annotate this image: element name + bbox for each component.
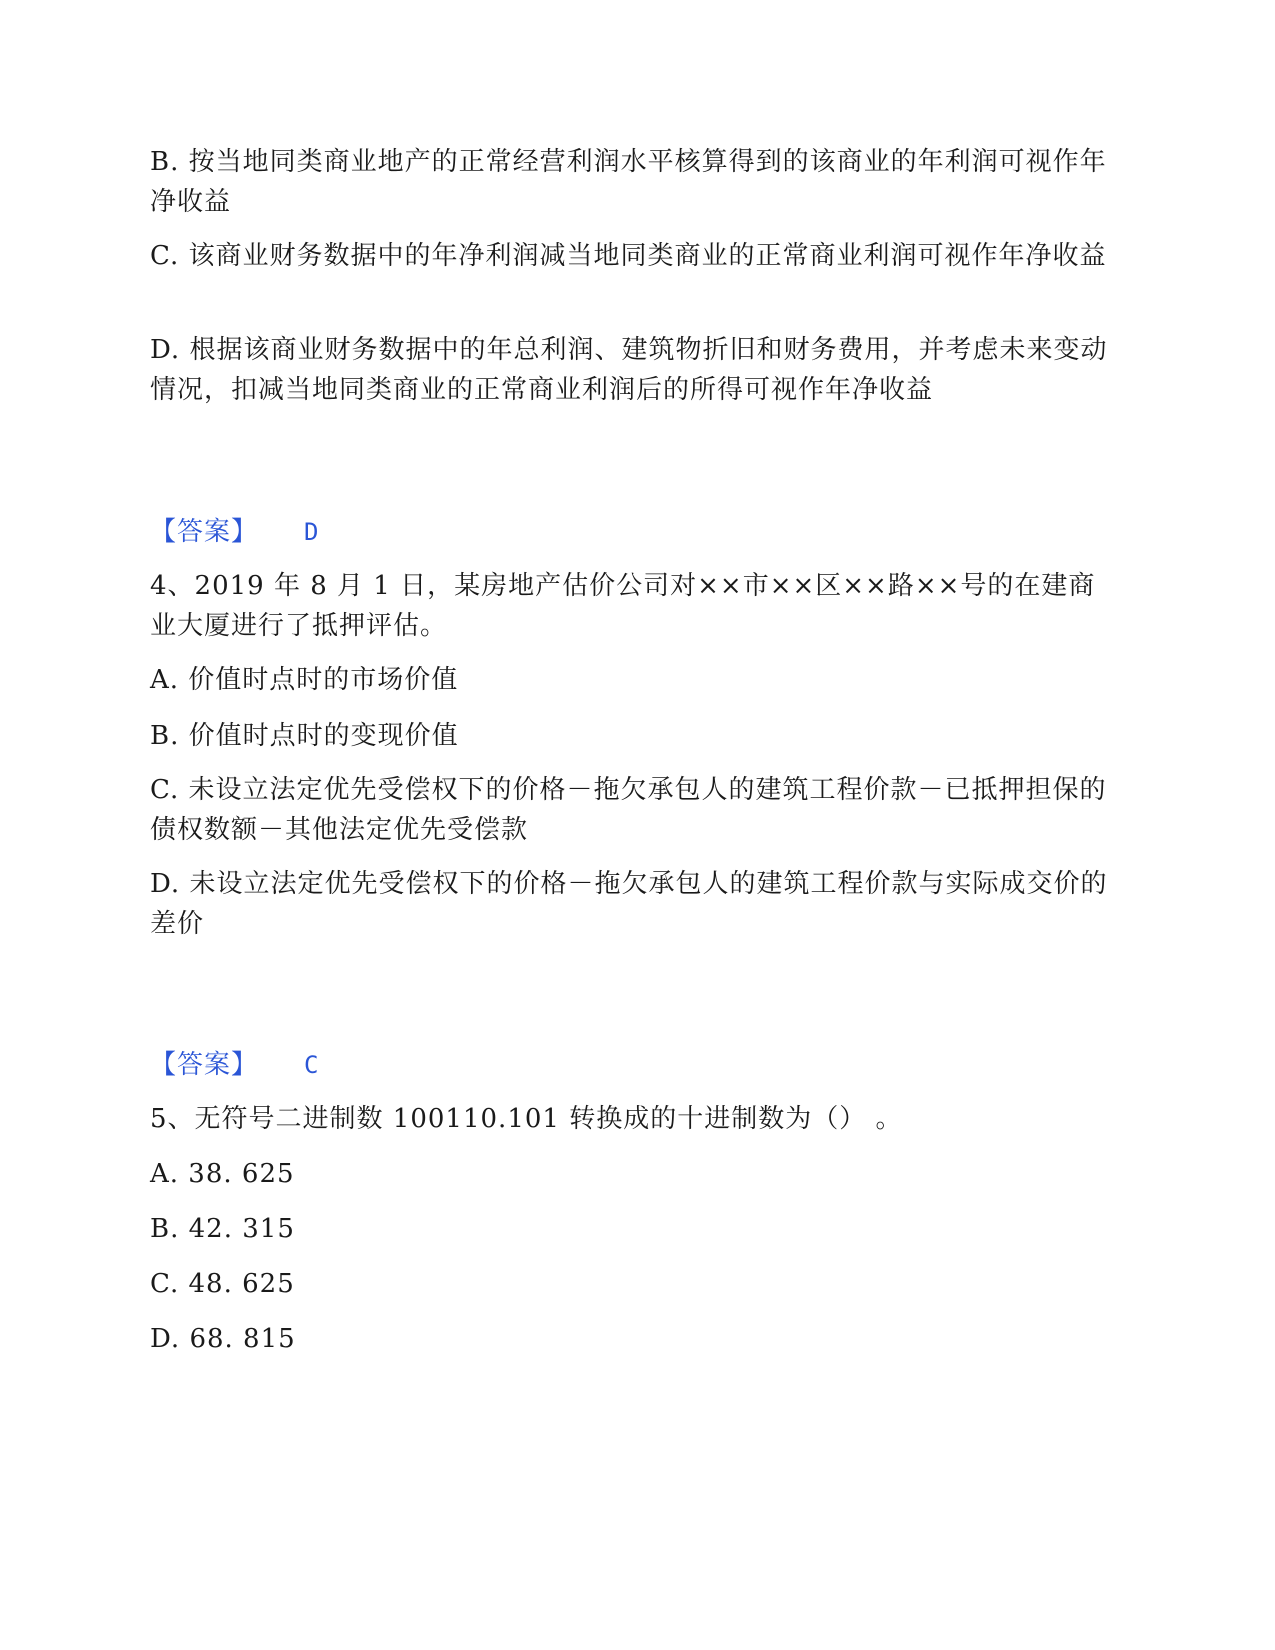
q4-option-d: D. 未设立法定优先受偿权下的价格－拖欠承包人的建筑工程价款与实际成交价的差价 bbox=[150, 869, 1108, 939]
q4-answer bbox=[150, 1045, 318, 1085]
q3-option-c: C. 该商业财务数据中的年净利润减当地同类商业的正常商业利润可视作年净收益 bbox=[150, 241, 1107, 271]
q3-answer bbox=[150, 512, 318, 552]
q5-option-b: B. 42. 315 bbox=[150, 1214, 295, 1244]
q3-option-b: B. 按当地同类商业地产的正常经营利润水平核算得到的该商业的年利润可视作年净收益 bbox=[150, 147, 1107, 217]
answer-value: C bbox=[304, 1051, 319, 1079]
q5-question: 5、无符号二进制数 100110.101 转换成的十进制数为（） 。 bbox=[150, 1104, 903, 1134]
q5-option-c: C. 48. 625 bbox=[150, 1269, 295, 1299]
q5-option-a: A. 38. 625 bbox=[150, 1159, 295, 1189]
q5-option-d: D. 68. 815 bbox=[150, 1324, 296, 1354]
q4-question: 4、2019 年 8 月 1 日，某房地产估价公司对××市××区××路××号的在建商业大厦进行了抵押评估。 bbox=[150, 571, 1096, 641]
q4-option-a: A. 价值时点时的市场价值 bbox=[150, 665, 459, 695]
q4-option-b: B. 价值时点时的变现价值 bbox=[150, 721, 459, 751]
q3-option-d: D. 根据该商业财务数据中的年总利润、建筑物折旧和财务费用，并考虑未来变动情况，扣减当地同类商业的正常商业利润后的所得可视作年净收益 bbox=[150, 335, 1108, 405]
answer-label: 【答案】 bbox=[150, 517, 259, 547]
q4-option-c: C. 未设立法定优先受偿权下的价格－拖欠承包人的建筑工程价款－已抵押担保的债权数额－其他法定优先受偿款 bbox=[150, 775, 1107, 845]
answer-value: D bbox=[304, 518, 319, 546]
answer-label: 【答案】 bbox=[150, 1050, 259, 1080]
